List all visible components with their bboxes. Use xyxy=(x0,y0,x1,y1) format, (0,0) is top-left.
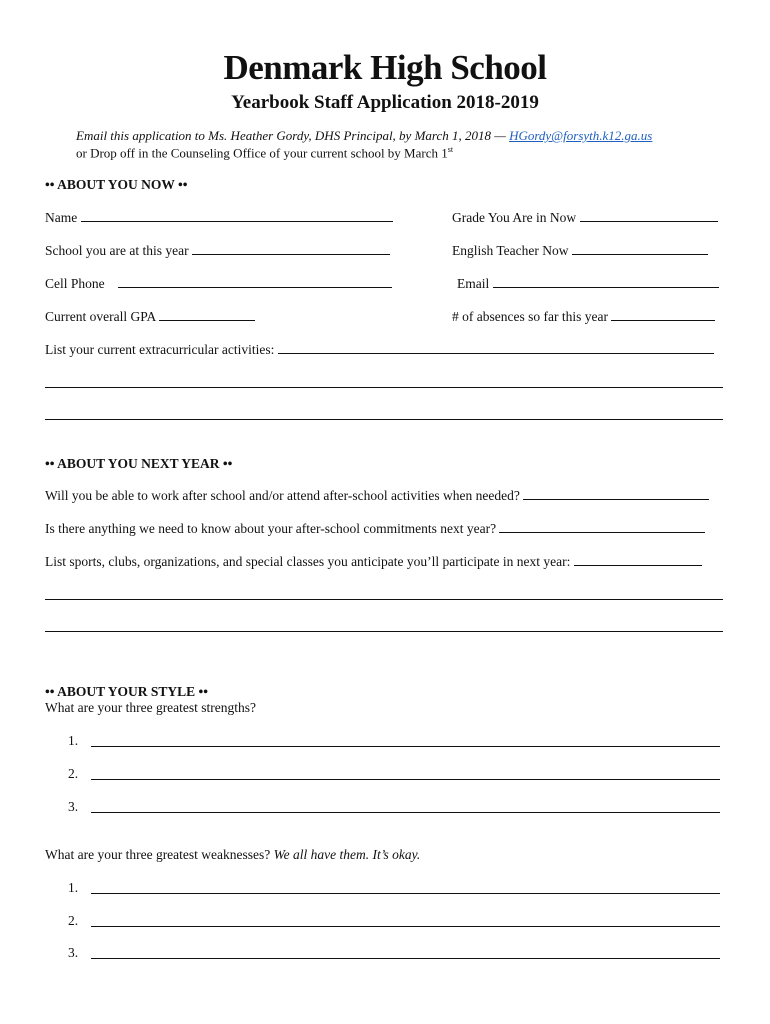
strength-1-line[interactable] xyxy=(91,746,720,747)
commitments-blank[interactable] xyxy=(499,520,705,533)
next-year-activities-label: List sports, clubs, organizations, and special classes you anticipate you’ll participate in next year: xyxy=(45,554,571,569)
school-blank[interactable] xyxy=(192,242,390,255)
commitments-field[interactable] xyxy=(45,520,705,537)
email-instruction xyxy=(76,128,652,144)
name-label: Name xyxy=(45,210,78,225)
weakness-number: 1. xyxy=(68,880,79,895)
drop-suffix: st xyxy=(447,145,454,154)
commitments-label: Is there anything we need to know about your after-school commitments next year? xyxy=(45,521,497,536)
extracurricular-field[interactable] xyxy=(45,341,714,358)
work-after-school-field[interactable] xyxy=(45,487,709,504)
section-heading-about-next: •• ABOUT YOU NEXT YEAR •• xyxy=(45,456,233,471)
answer-line[interactable] xyxy=(45,419,723,420)
extracurricular-blank[interactable] xyxy=(278,341,714,354)
grade-blank[interactable] xyxy=(580,209,718,222)
email-label: Email xyxy=(457,276,490,291)
section-heading-about-now: •• ABOUT YOU NOW •• xyxy=(45,177,188,192)
absences-label: # of absences so far this year xyxy=(452,309,608,324)
email-blank[interactable] xyxy=(493,275,719,288)
page-subtitle: Yearbook Staff Application 2018-2019 xyxy=(231,92,539,113)
weaknesses-note: We all have them. It’s okay. xyxy=(273,847,421,862)
weakness-number: 3. xyxy=(68,945,79,960)
strength-3-line[interactable] xyxy=(91,812,720,813)
cell-phone-label: Cell Phone xyxy=(45,276,105,291)
weaknesses-question-text: What are your three greatest weaknesses? xyxy=(45,847,274,862)
english-teacher-blank[interactable] xyxy=(572,242,708,255)
answer-line[interactable] xyxy=(45,631,723,632)
english-teacher-label: English Teacher Now xyxy=(452,243,569,258)
school-field[interactable] xyxy=(45,242,390,259)
strength-number: 2. xyxy=(68,766,79,781)
absences-blank[interactable] xyxy=(611,308,715,321)
section-heading-about-style: •• ABOUT YOUR STYLE •• xyxy=(45,684,208,699)
work-after-school-blank[interactable] xyxy=(523,487,709,500)
work-after-school-label: Will you be able to work after school and/or attend after-school activities when needed? xyxy=(45,488,520,503)
email-field[interactable] xyxy=(457,275,719,292)
gpa-label: Current overall GPA xyxy=(45,309,156,324)
gpa-blank[interactable] xyxy=(159,308,255,321)
weakness-number: 2. xyxy=(68,913,79,928)
grade-label: Grade You Are in Now xyxy=(452,210,577,225)
weakness-3-line[interactable] xyxy=(91,958,720,959)
cell-phone-blank[interactable] xyxy=(118,275,392,288)
strength-number: 3. xyxy=(68,799,79,814)
email-instruction-text: Email this application to Ms. Heather Gordy, DHS Principal, by March 1, 2018 — xyxy=(76,128,510,143)
strength-number: 1. xyxy=(68,733,79,748)
gpa-field[interactable] xyxy=(45,308,255,325)
answer-line[interactable] xyxy=(45,599,723,600)
email-link[interactable]: HGordy@forsyth.k12.ga.us xyxy=(509,128,653,143)
absences-field[interactable] xyxy=(452,308,715,325)
weaknesses-question xyxy=(45,847,420,863)
english-teacher-field[interactable] xyxy=(452,242,708,259)
drop-instruction xyxy=(76,145,453,161)
next-year-activities-blank[interactable] xyxy=(574,553,702,566)
extracurricular-label: List your current extracurricular activities: xyxy=(45,342,275,357)
page-title: Denmark High School xyxy=(223,48,547,87)
weakness-2-line[interactable] xyxy=(91,926,720,927)
strengths-question: What are your three greatest strengths? xyxy=(45,700,257,715)
strength-2-line[interactable] xyxy=(91,779,720,780)
weakness-1-line[interactable] xyxy=(91,893,720,894)
school-label: School you are at this year xyxy=(45,243,189,258)
answer-line[interactable] xyxy=(45,387,723,388)
cell-phone-field[interactable] xyxy=(45,275,392,292)
drop-instruction-text: or Drop off in the Counseling Office of your current school by March 1 xyxy=(76,145,448,161)
next-year-activities-field[interactable] xyxy=(45,553,702,570)
name-blank[interactable] xyxy=(81,209,393,222)
grade-field[interactable] xyxy=(452,209,718,226)
name-field[interactable] xyxy=(45,209,393,226)
